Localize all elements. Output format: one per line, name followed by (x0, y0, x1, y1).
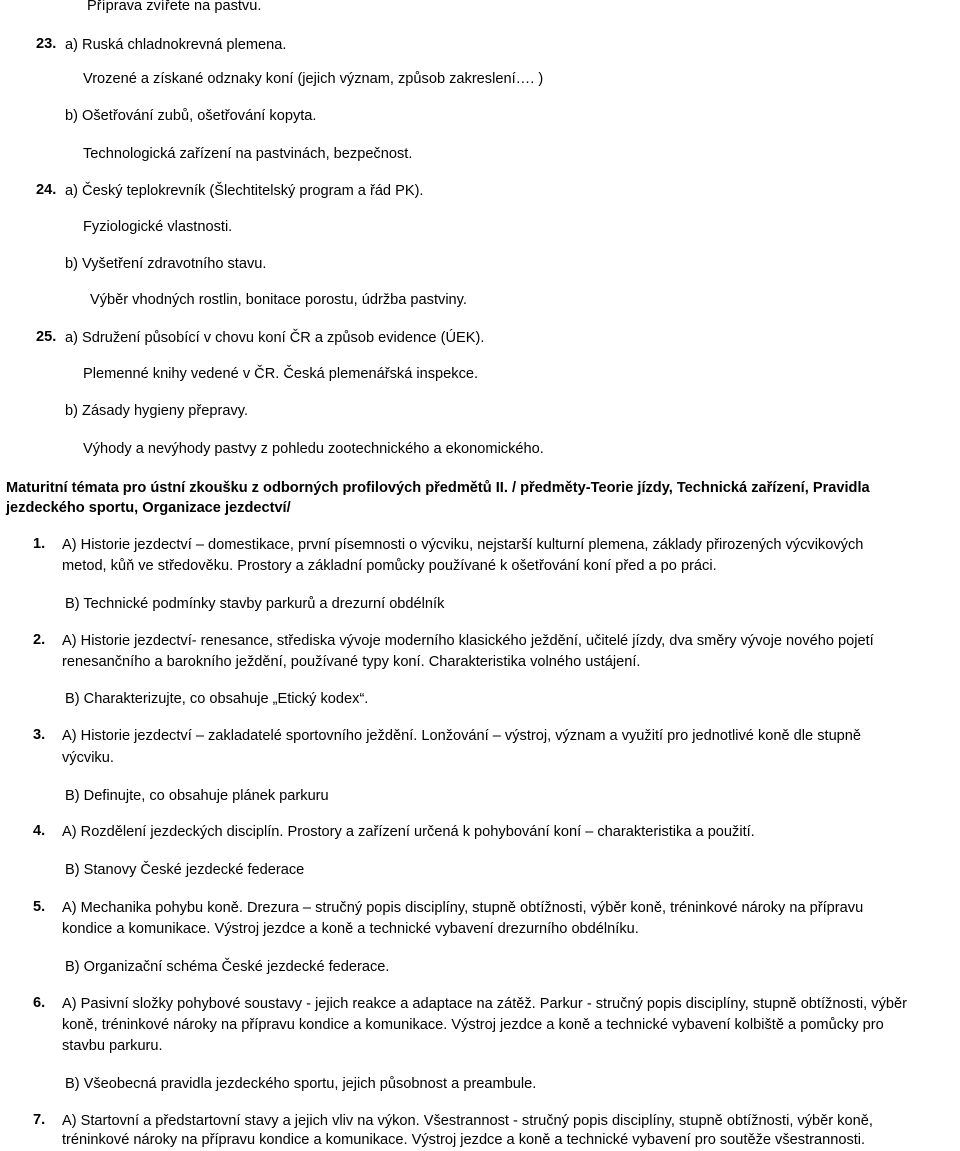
topic-part-b: B) Organizační schéma České jezdecké federace. (65, 959, 390, 975)
topic-part-b: B) Všeobecná pravidla jezdeckého sportu, jejich působnost a preambule. (65, 1076, 537, 1092)
topic-part-b: b) Zásady hygieny přepravy. (65, 403, 249, 419)
topic-number: 2. (33, 632, 46, 648)
topic-part-b-detail: Výhody a nevýhody pastvy z pohledu zootechnického a ekonomického. (83, 441, 544, 457)
topic-number: 7. (33, 1112, 46, 1128)
topic-number: 1. (33, 536, 46, 552)
topic-part-b-detail: Technologická zařízení na pastvinách, bezpečnost. (83, 146, 413, 162)
topic-number: 4. (33, 823, 46, 839)
topic-number: 6. (33, 995, 46, 1011)
topic-part-a-detail: Vrozené a získané odznaky koní (jejich význam, způsob zakreslení…. ) (83, 71, 544, 87)
topic-part-a-line: koně, tréninkové nároky na přípravu kondice a komunikace. Výstroj jezdce a koně a technické vybavení kolbiště a pomůcky pro (62, 1017, 884, 1033)
section-heading-continued: jezdeckého sportu, Organizace jezdectví/ (6, 500, 291, 516)
topic-part-a: a) Ruská chladnokrevná plemena. (65, 37, 287, 53)
topic-part-a-line: metod, kůň ve středověku. Prostory a základní pomůcky používané k ošetřování koní před a po práci. (62, 558, 717, 574)
topic-part-a-line: výcviku. (62, 750, 114, 766)
topic-part-b: B) Charakterizujte, co obsahuje „Etický kodex“. (65, 691, 369, 707)
topic-part-a-line: A) Startovní a předstartovní stavy a jejich vliv na výkon. Všestrannost - stručný popis disciplíny, stupně obtížnosti, výběr koně, (62, 1113, 873, 1129)
topic-part-a-line: stavbu parkuru. (62, 1038, 163, 1054)
topic-part-a-line: A) Historie jezdectví – zakladatelé sportovního ježdění. Lonžování – výstroj, význam a využití pro jednotlivé koně dle stupně (62, 728, 862, 744)
topic-part-a-line: A) Mechanika pohybu koně. Drezura – stručný popis disciplíny, stupně obtížnosti, výběr koně, tréninkové nároky na přípravu (62, 900, 864, 916)
topic-part-a: a) Sdružení působící v chovu koní ČR a způsob evidence (ÚEK). (65, 330, 485, 346)
topic-part-a-detail: Plemenné knihy vedené v ČR. Česká plemenářská inspekce. (83, 366, 479, 382)
topic-number: 5. (33, 899, 46, 915)
topic-part-a-line: tréninkové nároky na přípravu kondice a komunikace. Výstroj jezdce a koně a technické vybavení pro soutěže všestrannosti. (62, 1132, 866, 1148)
topic-part-a-line: A) Rozdělení jezdeckých disciplín. Prostory a zařízení určená k pohybování koní – charakteristika a použití. (62, 824, 755, 840)
topic-number: 23. (36, 36, 57, 52)
topic-part-a-detail: Fyziologické vlastnosti. (83, 219, 233, 235)
previous-topic-tail: Příprava zvířete na pastvu. (87, 0, 262, 14)
topic-part-b: B) Definujte, co obsahuje plánek parkuru (65, 788, 329, 804)
topic-number: 3. (33, 727, 46, 743)
topic-part-a-line: kondice a komunikace. Výstroj jezdce a koně a technické vybavení drezurního obdélníku. (62, 921, 639, 937)
topic-part-a-line: renesančního a barokního ježdění, používané typy koní. Charakteristika volného ustájení. (62, 654, 641, 670)
topic-part-a-line: A) Historie jezdectví – domestikace, první písemnosti o výcviku, nejstarší kulturní plemena, základy přirozených výcvikových (62, 537, 864, 553)
topic-part-b: B) Stanovy České jezdecké federace (65, 862, 305, 878)
topic-part-a-line: A) Historie jezdectví- renesance, střediska vývoje moderního klasického ježdění, učitelé jízdy, dva směry vývoje nového pojetí (62, 633, 874, 649)
topic-part-a-line: A) Pasivní složky pohybové soustavy - jejich reakce a adaptace na zátěž. Parkur - stručný popis disciplíny, stupně obtížnosti, výběr (62, 996, 907, 1012)
section-heading: Maturitní témata pro ústní zkoušku z odborných profilových předmětů II. / předměty-Teorie jízdy, Technická zařízení, Pravidla (6, 480, 870, 496)
topic-part-b: b) Vyšetření zdravotního stavu. (65, 256, 267, 272)
topic-part-b: B) Technické podmínky stavby parkurů a drezurní obdélník (65, 596, 445, 612)
topic-number: 24. (36, 182, 57, 198)
topic-part-b: b) Ošetřování zubů, ošetřování kopyta. (65, 108, 317, 124)
topic-part-b-detail: Výběr vhodných rostlin, bonitace porostu, údržba pastviny. (90, 292, 467, 308)
topic-number: 25. (36, 329, 57, 345)
topic-part-a: a) Český teplokrevník (Šlechtitelský program a řád PK). (65, 183, 424, 199)
